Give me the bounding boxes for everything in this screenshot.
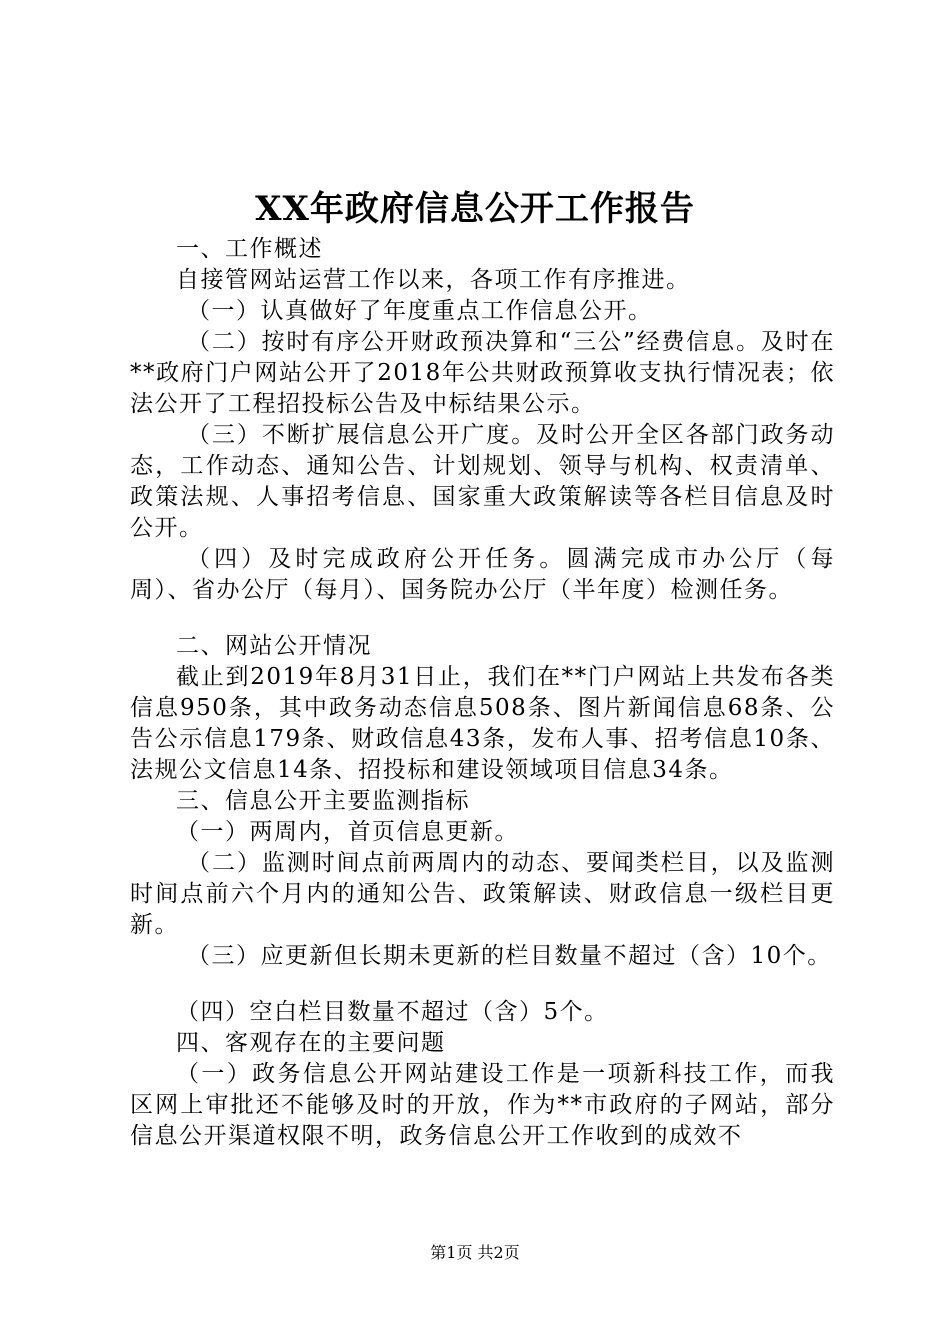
paragraph: （二）按时有序公开财政预决算和“三公”经费信息。及时在**政府门户网站公开了2018年公共财政预算收支执行情况表；依法公开了工程招投标公告及中标结果公示。 <box>130 329 835 417</box>
page-title: XX年政府信息公开工作报告 <box>255 189 695 229</box>
document-body <box>130 234 835 1152</box>
paragraph: （四）及时完成政府公开任务。圆满完成市办公厅（每周）、省办公厅（每月）、国务院办公厅（半年度）检测任务。 <box>130 546 835 603</box>
paragraph: （一）认真做好了年度重点工作信息公开。 <box>187 298 653 324</box>
paragraph: （四）空白栏目数量不超过（含）5个。 <box>176 999 609 1025</box>
paragraph: （一）两周内，首页信息更新。 <box>176 819 519 845</box>
paragraph: （三）不断扩展信息公开广度。及时公开全区各部门政务动态，工作动态、通知公告、计划规划、领导与机构、权责清单、政策法规、人事招考信息、国家重大政策解读等各栏目信息及时公开。 <box>130 422 835 541</box>
paragraph: （三）应更新但长期未更新的栏目数量不超过（含）10个。 <box>187 943 832 969</box>
paragraph: 截止到2019年8月31日止，我们在**门户网站上共发布各类信息950条，其中政务动态信息508条、图片新闻信息68条、公告公示信息179条、财政信息43条，发布人事、招考信息10条、法规公文信息14条、招投标和建设领域项目信息34条。 <box>130 664 835 783</box>
section-heading-2: 二、网站公开情况 <box>176 633 372 659</box>
section-heading-1: 一、工作概述 <box>176 236 323 262</box>
paragraph: 自接管网站运营工作以来，各项工作有序推进。 <box>176 267 691 293</box>
page-footer: 第1页 共2页 <box>430 1243 520 1262</box>
paragraph: （一）政务信息公开网站建设工作是一项新科技工作，而我区网上审批还不能够及时的开放，作为**市政府的子网站，部分信息公开渠道权限不明，政务信息公开工作收到的成效不 <box>130 1061 835 1149</box>
section-heading-4: 四、客观存在的主要问题 <box>176 1030 446 1056</box>
paragraph: （二）监测时间点前两周内的动态、要闻类栏目，以及监测时间点前六个月内的通知公告、政策解读、财政信息一级栏目更新。 <box>130 850 835 938</box>
section-heading-3: 三、信息公开主要监测指标 <box>176 788 470 814</box>
